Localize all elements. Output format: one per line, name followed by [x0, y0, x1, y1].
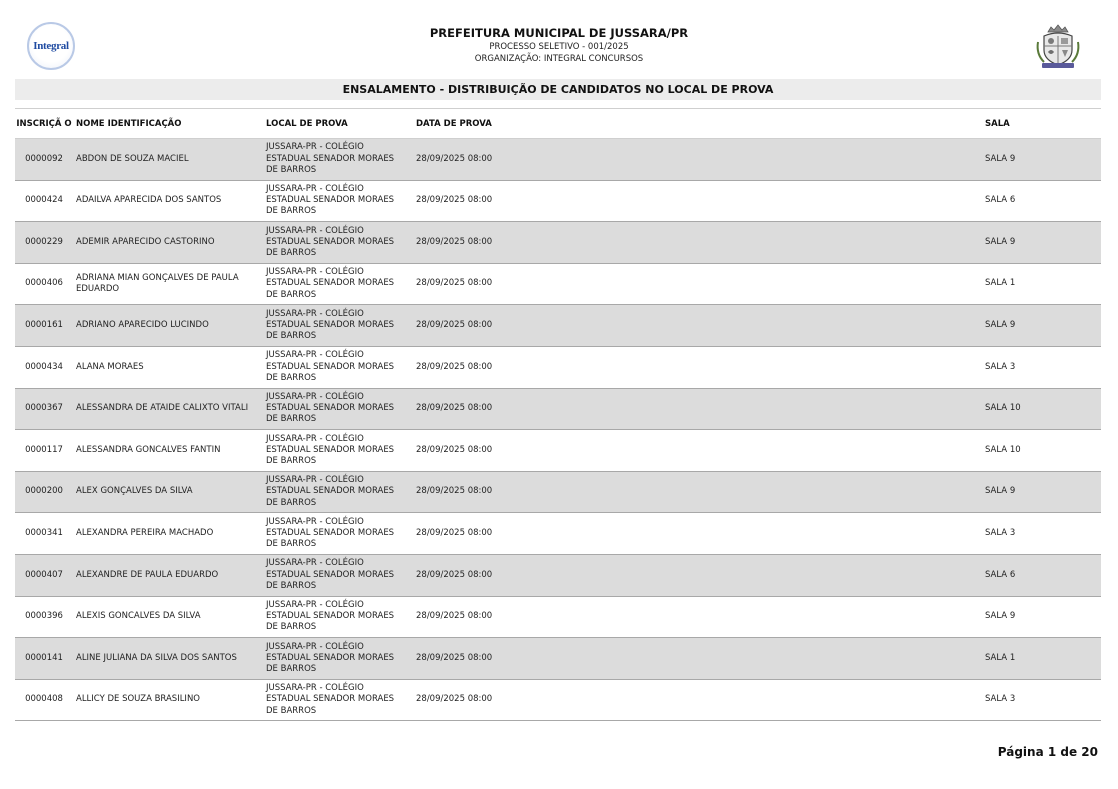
- table-row: [15, 305, 1101, 347]
- cell-nome: ADAILVA APARECIDA DOS SANTOS: [73, 180, 263, 222]
- table-row: [15, 180, 1101, 222]
- table-row: [15, 222, 1101, 264]
- cell-sala: SALA 3: [973, 513, 1101, 555]
- cell-sala: SALA 9: [973, 139, 1101, 181]
- cell-sala: SALA 9: [973, 596, 1101, 638]
- cell-inscricao: 0000408: [15, 679, 73, 721]
- cell-data: 28/09/2025 08:00: [413, 513, 973, 555]
- table-row: [15, 139, 1101, 181]
- cell-inscricao: 0000396: [15, 596, 73, 638]
- column-header-local: LOCAL DE PROVA: [263, 109, 413, 139]
- table-row: [15, 471, 1101, 513]
- table-row: [15, 430, 1101, 472]
- page-indicator: Página 1 de 20: [997, 745, 1098, 759]
- cell-data: 28/09/2025 08:00: [413, 638, 973, 680]
- column-header-inscricao: INSCRIÇÃ O: [15, 109, 73, 139]
- table-row: [15, 346, 1101, 388]
- cell-data: 28/09/2025 08:00: [413, 139, 973, 181]
- cell-sala: SALA 1: [973, 263, 1101, 305]
- table-row: [15, 554, 1101, 596]
- cell-local: JUSSARA-PR - COLÉGIO ESTADUAL SENADOR MORAES DE BARROS: [263, 180, 413, 222]
- cell-local: JUSSARA-PR - COLÉGIO ESTADUAL SENADOR MORAES DE BARROS: [263, 554, 413, 596]
- cell-data: 28/09/2025 08:00: [413, 471, 973, 513]
- cell-nome: ALEXANDRA PEREIRA MACHADO: [73, 513, 263, 555]
- cell-sala: SALA 9: [973, 305, 1101, 347]
- table-row: [15, 596, 1101, 638]
- cell-nome: ALEXIS GONCALVES DA SILVA: [73, 596, 263, 638]
- cell-inscricao: 0000200: [15, 471, 73, 513]
- cell-sala: SALA 3: [973, 679, 1101, 721]
- cell-local: JUSSARA-PR - COLÉGIO ESTADUAL SENADOR MORAES DE BARROS: [263, 638, 413, 680]
- cell-inscricao: 0000092: [15, 139, 73, 181]
- cell-inscricao: 0000117: [15, 430, 73, 472]
- cell-local: JUSSARA-PR - COLÉGIO ESTADUAL SENADOR MORAES DE BARROS: [263, 513, 413, 555]
- cell-nome: ADRIANA MIAN GONÇALVES DE PAULA EDUARDO: [73, 263, 263, 305]
- cell-local: JUSSARA-PR - COLÉGIO ESTADUAL SENADOR MORAES DE BARROS: [263, 596, 413, 638]
- cell-inscricao: 0000141: [15, 638, 73, 680]
- cell-nome: ALLICY DE SOUZA BRASILINO: [73, 679, 263, 721]
- table-row: [15, 679, 1101, 721]
- cell-data: 28/09/2025 08:00: [413, 430, 973, 472]
- cell-data: 28/09/2025 08:00: [413, 388, 973, 430]
- cell-local: JUSSARA-PR - COLÉGIO ESTADUAL SENADOR MORAES DE BARROS: [263, 471, 413, 513]
- cell-nome: ALINE JULIANA DA SILVA DOS SANTOS: [73, 638, 263, 680]
- cell-nome: ADRIANO APARECIDO LUCINDO: [73, 305, 263, 347]
- cell-sala: SALA 9: [973, 222, 1101, 264]
- cell-nome: ALEX GONÇALVES DA SILVA: [73, 471, 263, 513]
- cell-local: JUSSARA-PR - COLÉGIO ESTADUAL SENADOR MORAES DE BARROS: [263, 263, 413, 305]
- cell-inscricao: 0000367: [15, 388, 73, 430]
- cell-data: 28/09/2025 08:00: [413, 222, 973, 264]
- cell-sala: SALA 10: [973, 388, 1101, 430]
- cell-nome: ALANA MORAES: [73, 346, 263, 388]
- cell-sala: SALA 6: [973, 180, 1101, 222]
- cell-local: JUSSARA-PR - COLÉGIO ESTADUAL SENADOR MORAES DE BARROS: [263, 305, 413, 347]
- cell-local: JUSSARA-PR - COLÉGIO ESTADUAL SENADOR MORAES DE BARROS: [263, 388, 413, 430]
- municipality-title: PREFEITURA MUNICIPAL DE JUSSARA/PR: [429, 26, 689, 40]
- cell-sala: SALA 6: [973, 554, 1101, 596]
- cell-local: JUSSARA-PR - COLÉGIO ESTADUAL SENADOR MORAES DE BARROS: [263, 346, 413, 388]
- candidates-table: [15, 108, 1101, 721]
- column-header-data: DATA DE PROVA: [413, 109, 973, 139]
- cell-data: 28/09/2025 08:00: [413, 180, 973, 222]
- cell-inscricao: 0000424: [15, 180, 73, 222]
- cell-local: JUSSARA-PR - COLÉGIO ESTADUAL SENADOR MORAES DE BARROS: [263, 430, 413, 472]
- table-header-row: [15, 109, 1101, 139]
- column-header-nome: NOME IDENTIFICAÇÃO: [73, 109, 263, 139]
- cell-nome: ABDON DE SOUZA MACIEL: [73, 139, 263, 181]
- cell-sala: SALA 9: [973, 471, 1101, 513]
- cell-sala: SALA 3: [973, 346, 1101, 388]
- cell-data: 28/09/2025 08:00: [413, 305, 973, 347]
- cell-local: JUSSARA-PR - COLÉGIO ESTADUAL SENADOR MORAES DE BARROS: [263, 222, 413, 264]
- cell-nome: ALEXANDRE DE PAULA EDUARDO: [73, 554, 263, 596]
- column-header-sala: SALA: [973, 109, 1101, 139]
- cell-nome: ALESSANDRA GONCALVES FANTIN: [73, 430, 263, 472]
- table-row: [15, 388, 1101, 430]
- cell-data: 28/09/2025 08:00: [413, 554, 973, 596]
- cell-inscricao: 0000341: [15, 513, 73, 555]
- document-header: [0, 25, 1118, 65]
- cell-data: 28/09/2025 08:00: [413, 596, 973, 638]
- table-row: [15, 263, 1101, 305]
- cell-sala: SALA 1: [973, 638, 1101, 680]
- cell-nome: ADEMIR APARECIDO CASTORINO: [73, 222, 263, 264]
- cell-local: JUSSARA-PR - COLÉGIO ESTADUAL SENADOR MORAES DE BARROS: [263, 139, 413, 181]
- cell-inscricao: 0000434: [15, 346, 73, 388]
- cell-local: JUSSARA-PR - COLÉGIO ESTADUAL SENADOR MORAES DE BARROS: [263, 679, 413, 721]
- cell-sala: SALA 10: [973, 430, 1101, 472]
- cell-inscricao: 0000407: [15, 554, 73, 596]
- table-row: [15, 638, 1101, 680]
- cell-data: 28/09/2025 08:00: [413, 263, 973, 305]
- cell-data: 28/09/2025 08:00: [413, 346, 973, 388]
- cell-data: 28/09/2025 08:00: [413, 679, 973, 721]
- table-row: [15, 513, 1101, 555]
- process-number: PROCESSO SELETIVO - 001/2025: [489, 42, 629, 52]
- organization-line: ORGANIZAÇÃO: INTEGRAL CONCURSOS: [474, 54, 644, 64]
- integral-logo-wordmark: Integral: [33, 40, 69, 52]
- cell-inscricao: 0000406: [15, 263, 73, 305]
- section-banner: ENSALAMENTO - DISTRIBUIÇÃO DE CANDIDATOS NO LOCAL DE PROVA: [15, 79, 1101, 100]
- cell-nome: ALESSANDRA DE ATAIDE CALIXTO VITALI: [73, 388, 263, 430]
- cell-inscricao: 0000229: [15, 222, 73, 264]
- cell-inscricao: 0000161: [15, 305, 73, 347]
